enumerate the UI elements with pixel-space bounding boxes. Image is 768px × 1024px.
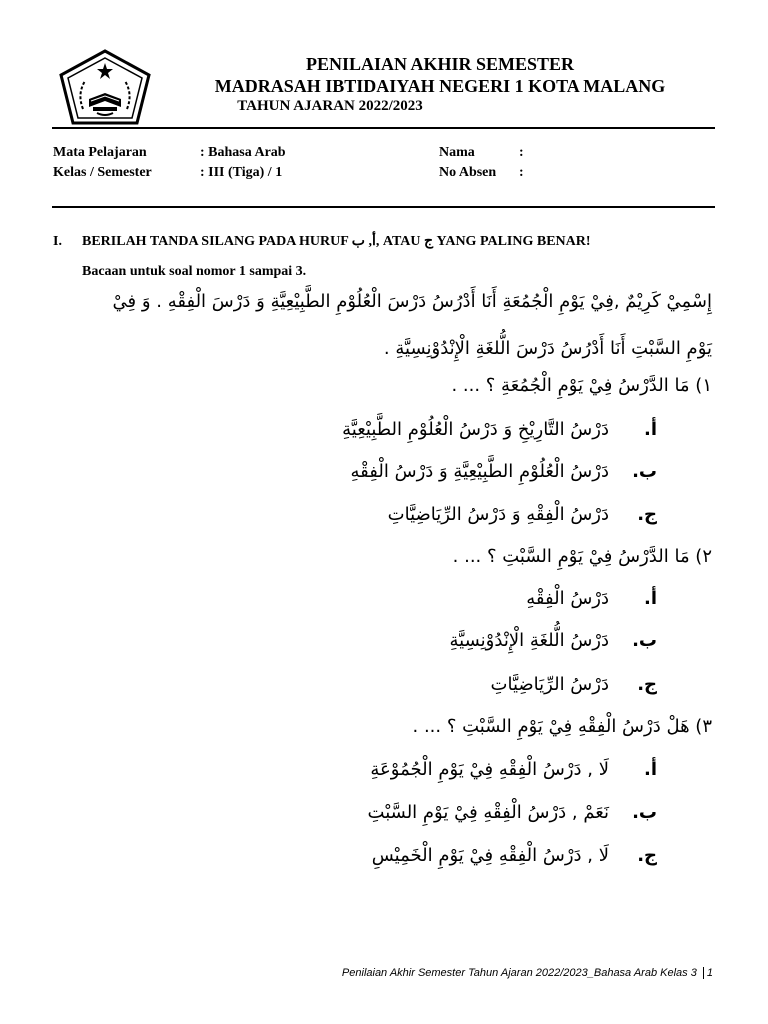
page-footer xyxy=(342,967,713,979)
header-year: TAHUN AJARAN 2022/2023 xyxy=(237,98,423,114)
name-label: Nama xyxy=(439,145,475,160)
header-school: MADRASAH IBTIDAIYAH NEGERI 1 KOTA MALANG xyxy=(214,76,666,96)
info-divider xyxy=(52,206,715,208)
option-text: نَعَمْ , دَرْسُ الْفِقْهِ فِيْ يَوْمِ السَّبْتِ xyxy=(367,802,609,823)
footer-separator xyxy=(703,967,704,979)
question-2-option-c[interactable] xyxy=(491,674,657,695)
question-2-option-b[interactable] xyxy=(450,630,657,651)
option-label: ب. xyxy=(632,630,657,651)
name-value: : xyxy=(519,145,524,160)
option-text: دَرْسُ الرِّيَاضِيَّاتِ xyxy=(490,674,609,695)
section-instruction: BERILAH TANDA SILANG PADA HURUF أ, ب, ATAU ج YANG PALING BENAR! xyxy=(82,234,591,249)
question-3-option-a[interactable] xyxy=(370,759,657,780)
passage-line-1: إِسْمِيْ كَرِيْمٌ ,فِيْ يَوْمِ الْجُمُعَةِ أَنَا أَدْرُسُ دَرْسَ الْعُلُوْمِ الطَّبِيْعِيَّةِ وَ دَرْسَ الْفِقْهِ . وَ فِيْ xyxy=(112,291,712,312)
option-text: دَرْسُ الْفِقْهِ وَ دَرْسُ الرِّيَاضِيَّاتِ xyxy=(387,504,609,525)
subject-value: : Bahasa Arab xyxy=(200,145,286,160)
question-2: ٢) مَا الدَّرْسُ فِيْ يَوْمِ السَّبْتِ ؟ ... . xyxy=(452,546,712,567)
footer-text: Penilaian Akhir Semester Tahun Ajaran 2022/2023_Bahasa Arab Kelas 3 xyxy=(341,967,697,979)
absen-label: No Absen xyxy=(439,165,497,180)
ministry-logo xyxy=(57,49,153,127)
question-3-option-b[interactable] xyxy=(368,802,657,823)
question-3: ٣) هَلْ دَرْسُ الْفِقْهِ فِيْ يَوْمِ السَّبْتِ ؟ ... . xyxy=(412,716,712,737)
option-label: ج. xyxy=(637,504,657,525)
option-label: أ. xyxy=(643,419,657,440)
page-number: 1 xyxy=(706,967,713,979)
option-label: ج. xyxy=(637,845,657,866)
question-1: ١) مَا الدَّرْسُ فِيْ يَوْمِ الْجُمُعَةِ ؟ ... . xyxy=(451,375,712,396)
reading-note: Bacaan untuk soal nomor 1 sampai 3. xyxy=(82,264,307,279)
question-1-option-a[interactable] xyxy=(342,419,657,440)
subject-label: Mata Pelajaran xyxy=(53,145,147,160)
section-number: I. xyxy=(53,234,62,249)
option-text: لَا , دَرْسُ الْفِقْهِ فِيْ يَوْمِ الْجُمُوْعَةِ xyxy=(370,759,609,780)
option-text: دَرْسُ الْعُلُوْمِ الطَّبِيْعِيَّةِ وَ دَرْسُ الْفِقْهِ xyxy=(350,461,609,482)
header-title: PENILAIAN AKHIR SEMESTER xyxy=(305,54,575,74)
class-label: Kelas / Semester xyxy=(53,165,152,180)
option-label: أ. xyxy=(643,759,657,780)
option-label: ج. xyxy=(637,674,657,695)
option-label: ب. xyxy=(632,461,657,482)
option-text: لَا , دَرْسُ الْفِقْهِ فِيْ يَوْمِ الْخَمِيْسِ xyxy=(371,845,609,866)
class-value: : III (Tiga) / 1 xyxy=(200,165,283,180)
question-2-option-a[interactable] xyxy=(526,588,657,609)
option-text: دَرْسُ الُّلغَةِ الْإِنْدُوْنِسِيَّةِ xyxy=(449,630,609,651)
question-3-option-c[interactable] xyxy=(372,845,657,866)
option-label: أ. xyxy=(643,588,657,609)
question-1-option-b[interactable] xyxy=(351,461,657,482)
option-text: دَرْسُ الْفِقْهِ xyxy=(526,588,609,609)
absen-value: : xyxy=(519,165,524,180)
option-label: ب. xyxy=(632,802,657,823)
section-heading xyxy=(53,233,591,250)
header-divider xyxy=(52,127,715,129)
option-text: دَرْسُ التَّارِيْخِ وَ دَرْسُ الْعُلُوْمِ الطَّبِيْعِيَّةِ xyxy=(342,419,609,440)
question-1-option-c[interactable] xyxy=(388,504,657,525)
passage-line-2: يَوْمِ السَّبْتِ أَنَا أَدْرُسُ دَرْسَ الُّلغَةِ الْإِنْدُوْنِسِيَّةِ . xyxy=(383,338,712,359)
